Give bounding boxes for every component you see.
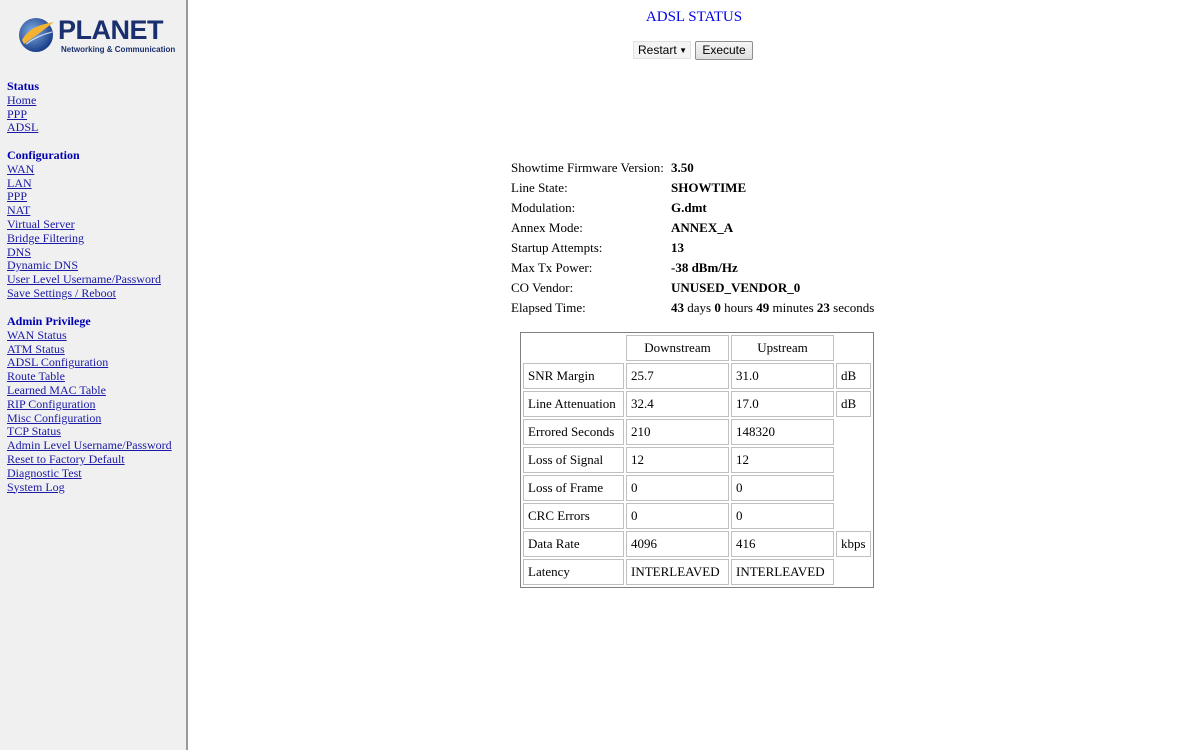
- nav-link-lan[interactable]: LAN: [7, 175, 32, 190]
- downstream-value: 0: [626, 475, 729, 501]
- info-label: Max Tx Power:: [511, 260, 593, 275]
- nav-link-dynamic-dns[interactable]: Dynamic DNS: [7, 258, 78, 273]
- nav-link-user-password[interactable]: User Level Username/Password: [7, 272, 161, 287]
- action-select[interactable]: [633, 41, 691, 59]
- upstream-value: 148320: [731, 419, 834, 445]
- elapsed-seconds: 23: [816, 300, 830, 315]
- unit-cell: [836, 559, 871, 585]
- upstream-value: 0: [731, 475, 834, 501]
- info-value: [671, 258, 738, 278]
- nav-link-wan-status[interactable]: WAN Status: [7, 327, 67, 342]
- nav-heading-status: Status: [7, 79, 40, 93]
- nav-link-system-log[interactable]: System Log: [7, 479, 65, 494]
- nav-link-bridge-filtering[interactable]: Bridge Filtering: [7, 230, 84, 245]
- modulation: G.dmt: [671, 200, 707, 215]
- unit-cell: [836, 447, 871, 473]
- table-row: [523, 531, 871, 557]
- table-corner-cell: [836, 335, 871, 361]
- unit-cell: kbps: [836, 531, 871, 557]
- table-row: [523, 475, 871, 501]
- planet-logo: [16, 14, 176, 58]
- nav-link-save-reboot[interactable]: Save Settings / Reboot: [7, 285, 116, 300]
- column-header-upstream: Upstream: [731, 335, 834, 361]
- table-row: [523, 391, 871, 417]
- downstream-value: 210: [626, 419, 729, 445]
- sidebar: [0, 0, 188, 750]
- nav-link-route-table[interactable]: Route Table: [7, 369, 65, 384]
- upstream-value: 12: [731, 447, 834, 473]
- downstream-value: 4096: [626, 531, 729, 557]
- downstream-value: 32.4: [626, 391, 729, 417]
- co-vendor: UNUSED_VENDOR_0: [671, 280, 801, 295]
- elapsed-hours: 0: [714, 300, 721, 315]
- chevron-down-icon: ▼: [679, 45, 687, 55]
- row-label: Loss of Frame: [523, 475, 624, 501]
- nav-group-status: [7, 80, 39, 135]
- nav-link-wan[interactable]: WAN: [7, 161, 35, 176]
- table-row: [523, 363, 871, 389]
- info-value: [671, 278, 800, 298]
- nav-link-rip-configuration[interactable]: RIP Configuration: [7, 396, 96, 411]
- upstream-value: 17.0: [731, 391, 834, 417]
- elapsed-hours-unit: hours: [724, 300, 753, 315]
- row-label: Loss of Signal: [523, 447, 624, 473]
- nav-link-admin-password[interactable]: Admin Level Username/Password: [7, 438, 172, 453]
- annex-mode: ANNEX_A: [671, 220, 734, 235]
- elapsed-time: [671, 298, 874, 318]
- line-state: SHOWTIME: [671, 180, 747, 195]
- nav-link-atm-status[interactable]: ATM Status: [7, 341, 65, 356]
- info-label: CO Vendor:: [511, 280, 574, 295]
- nav-link-tcp-status[interactable]: TCP Status: [7, 424, 61, 439]
- table-header-row: [523, 335, 871, 361]
- table-row: [523, 447, 871, 473]
- info-label: Line State:: [511, 180, 568, 195]
- table-corner-cell: [523, 335, 624, 361]
- unit-cell: dB: [836, 363, 871, 389]
- nav-link-factory-reset[interactable]: Reset to Factory Default: [7, 451, 125, 466]
- action-select-value: Restart: [638, 43, 677, 57]
- startup-attempts: 13: [671, 240, 684, 255]
- info-value: [671, 218, 733, 238]
- downstream-value: INTERLEAVED: [626, 559, 729, 585]
- nav-link-ppp-status[interactable]: PPP: [7, 106, 28, 121]
- unit-cell: [836, 475, 871, 501]
- nav-link-adsl-configuration[interactable]: ADSL Configuration: [7, 355, 109, 370]
- downstream-value: 0: [626, 503, 729, 529]
- table-row: [523, 559, 871, 585]
- info-label: Annex Mode:: [511, 220, 583, 235]
- upstream-value: 416: [731, 531, 834, 557]
- unit-cell: dB: [836, 391, 871, 417]
- nav-link-diagnostic-test[interactable]: Diagnostic Test: [7, 465, 82, 480]
- nav-link-misc-configuration[interactable]: Misc Configuration: [7, 410, 102, 425]
- execute-button[interactable]: Execute: [695, 41, 753, 60]
- upstream-value: 31.0: [731, 363, 834, 389]
- main-content: [188, 0, 1200, 750]
- elapsed-seconds-unit: seconds: [833, 300, 875, 315]
- info-label: Startup Attempts:: [511, 240, 603, 255]
- row-label: SNR Margin: [523, 363, 624, 389]
- nav-link-mac-table[interactable]: Learned MAC Table: [7, 382, 106, 397]
- row-label: Line Attenuation: [523, 391, 624, 417]
- downstream-value: 12: [626, 447, 729, 473]
- row-label: Latency: [523, 559, 624, 585]
- column-header-downstream: Downstream: [626, 335, 729, 361]
- info-label: Showtime Firmware Version:: [511, 160, 664, 175]
- brand-name: PLANET: [58, 15, 163, 45]
- unit-cell: [836, 419, 871, 445]
- info-label: Modulation:: [511, 200, 576, 215]
- info-value: [671, 238, 684, 258]
- info-label: Elapsed Time:: [511, 300, 586, 315]
- brand-tagline: Networking & Communication: [61, 45, 176, 54]
- firmware-version: 3.50: [671, 160, 694, 175]
- nav-link-ppp-config[interactable]: PPP: [7, 189, 28, 204]
- nav-group-admin: [7, 315, 172, 494]
- action-controls: [633, 40, 753, 60]
- elapsed-minutes-unit: minutes: [772, 300, 814, 315]
- nav-group-configuration: [7, 149, 161, 301]
- nav-link-virtual-server[interactable]: Virtual Server: [7, 216, 75, 231]
- upstream-value: 0: [731, 503, 834, 529]
- adsl-stats-table: [520, 332, 874, 588]
- table-row: [523, 419, 871, 445]
- info-value: [671, 158, 694, 178]
- downstream-value: 25.7: [626, 363, 729, 389]
- page-title: ADSL STATUS: [645, 9, 743, 25]
- row-label: Data Rate: [523, 531, 624, 557]
- row-label: Errored Seconds: [523, 419, 624, 445]
- unit-cell: [836, 503, 871, 529]
- globe-logo-icon: [16, 14, 56, 54]
- info-value: [671, 198, 707, 218]
- max-tx-power: -38 dBm/Hz: [671, 260, 738, 275]
- elapsed-days: 43: [671, 300, 684, 315]
- row-label: CRC Errors: [523, 503, 624, 529]
- nav-link-home[interactable]: Home: [7, 92, 37, 107]
- nav-heading-admin: Admin Privilege: [7, 314, 91, 328]
- nav-heading-configuration: Configuration: [7, 148, 80, 162]
- elapsed-days-unit: days: [687, 300, 712, 315]
- nav-link-adsl[interactable]: ADSL: [7, 120, 39, 135]
- info-value: [671, 178, 746, 198]
- elapsed-minutes: 49: [756, 300, 770, 315]
- table-row: [523, 503, 871, 529]
- nav-link-dns[interactable]: DNS: [7, 244, 32, 259]
- nav-link-nat[interactable]: NAT: [7, 203, 31, 218]
- upstream-value: INTERLEAVED: [731, 559, 834, 585]
